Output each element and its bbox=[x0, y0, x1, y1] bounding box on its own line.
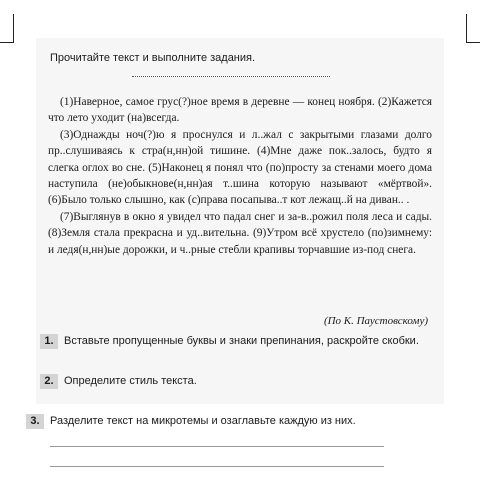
paragraph-1: (1)Наверное, самое грус(?)ное время в деревне — конец ноября. (2)Кажется что лето уходит (на)всегда. bbox=[48, 96, 432, 125]
answer-line[interactable] bbox=[50, 466, 384, 467]
crop-mark-left-horizontal bbox=[0, 42, 14, 43]
paragraph-2: (3)Однажды ноч(?)ю я проснулся и л..жал с закрытыми глазами долго пр..слушиваясь к стра(н,нн)ой тишине. (4)Мне даже пок..залось, будто я слегка оглох во сне. (5)Наконец я понял что (по)просту за стенами моего дома наступила (не)обыкнове(н,нн)ая т..шина которую называют «мёртвой». (6)Было только слышно, как (с)права посапыва..т кот лежащ..й на диван.. . bbox=[48, 128, 432, 207]
author-attribution: (По К. Паустовскому) bbox=[323, 315, 428, 327]
reading-text bbox=[48, 94, 432, 258]
crop-mark-right-horizontal bbox=[466, 42, 480, 43]
crop-mark-left-vertical bbox=[13, 14, 14, 42]
task-number: 3. bbox=[26, 414, 44, 429]
task-text: Вставьте пропущенные буквы и знаки препинания, раскройте скобки. bbox=[64, 335, 419, 347]
paragraph-3: (7)Выглянув в окно я увидел что падал снег и за-в..рожил поля леса и сады. (8)Земля стала прекрасна и уд..вительна. (9)Утром всё хрустело (по)зимнему: и ледя(н,нн)ые дорожки, и ч..рные стебли крапивы торчавшие из-под снега. bbox=[48, 210, 432, 256]
dotted-divider bbox=[132, 76, 330, 77]
answer-line[interactable] bbox=[50, 446, 384, 447]
instruction-heading: Прочитайте текст и выполните задания. bbox=[50, 52, 256, 64]
task-2 bbox=[40, 374, 430, 389]
task-number: 1. bbox=[40, 334, 58, 349]
task-text: Разделите текст на микротемы и озаглавьте каждую из них. bbox=[50, 415, 356, 427]
task-text: Определите стиль текста. bbox=[64, 375, 197, 387]
crop-mark-right-vertical bbox=[466, 14, 467, 42]
task-3 bbox=[26, 414, 456, 429]
task-1 bbox=[40, 334, 430, 349]
task-number: 2. bbox=[40, 374, 58, 389]
